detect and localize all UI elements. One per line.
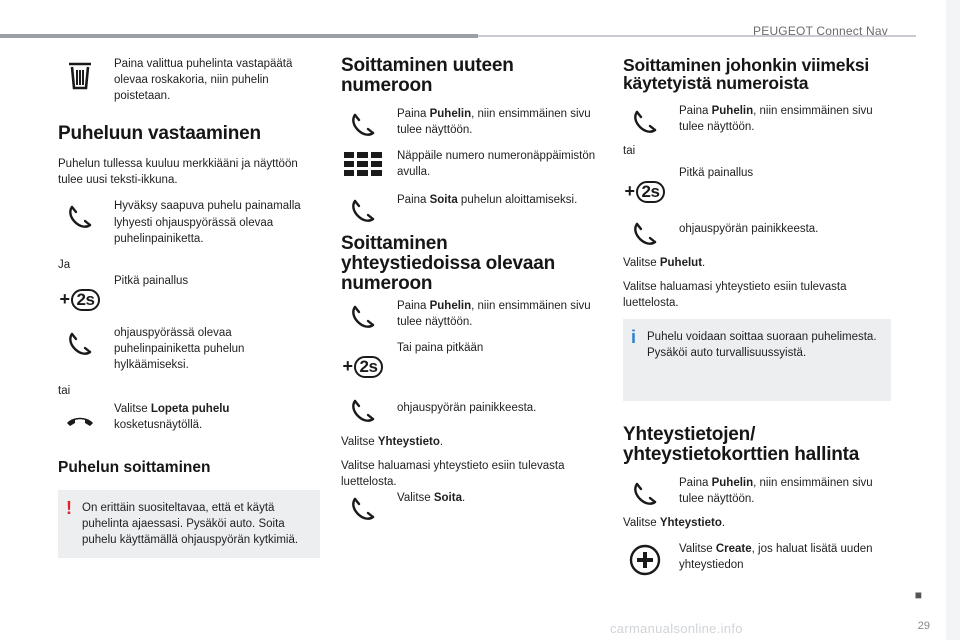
press-phone-text-2: Paina Puhelin, niin ensimmäinen sivu tulee näyttöön. [397, 299, 591, 328]
wheel-text-3: ohjauspyörän painikkeesta. [679, 222, 819, 235]
hangup-instruction [58, 401, 320, 437]
trash-instruction [58, 56, 320, 104]
contacts-title: Soittaminen yhteystiedoissa olevaan numeroon [341, 232, 556, 294]
wheel-instruction [341, 392, 599, 428]
tai-long-text: Tai paina pitkään [397, 341, 484, 354]
soita-text: Paina Soita puhelun aloittamiseksi. [397, 193, 578, 206]
info-box [623, 319, 891, 401]
ja-label: Ja [58, 258, 71, 271]
long-press-2s-icon: + 2s [625, 175, 665, 209]
warning-text: On erittäin suositeltavaa, että et käytä puhelinta ajaessasi. Pysäköi auto. Soita puhelu käyttämällä ohjauspyörän kytkimiä. [82, 502, 299, 547]
phone-icon [625, 477, 665, 511]
manage-title: Yhteystietojen/ yhteystietokorttien hallinta [623, 424, 860, 466]
add-circle-icon [625, 543, 665, 577]
long-press-instruction-2 [341, 340, 599, 386]
phone-icon [625, 105, 665, 139]
call-title: Puhelun soittaminen [58, 459, 211, 477]
wheel-text: ohjauspyörän painikkeesta. [397, 401, 537, 414]
long-press-text-3: Pitkä painallus [679, 166, 754, 179]
column-1 [58, 56, 320, 558]
press-phone-text-3: Paina Puhelin, niin ensimmäinen sivu tulee näyttöön. [679, 104, 873, 133]
wheel-instruction-3 [623, 215, 891, 251]
press-phone-instruction-3 [623, 103, 891, 139]
phone-icon [343, 108, 383, 142]
select-calls: Valitse Puhelut. [623, 256, 706, 269]
long-press-instruction-3 [623, 165, 891, 211]
keypad-text: Näppäile numero numeronäppäimistön avulla. [397, 149, 596, 178]
recent-title: Soittaminen johonkin viimeksi käytetyistä numeroista [623, 55, 870, 94]
phone-icon [343, 394, 383, 428]
select-contact-3: Valitse Yhteystieto. [623, 517, 726, 529]
trash-icon [60, 58, 100, 92]
reject-text: ohjauspyörässä olevaa puhelinpainiketta puhelun hylkäämiseksi. [114, 326, 245, 371]
tai-label-3: tai [623, 144, 636, 157]
press-phone-text-4: Paina Puhelin, niin ensimmäinen sivu tulee näyttöön. [679, 477, 873, 506]
tai-label: tai [58, 385, 71, 398]
phone-icon [343, 300, 383, 334]
phone-icon [343, 194, 383, 228]
brand-header: PEUGEOT Connect Nav [753, 24, 888, 38]
accept-instruction [58, 198, 320, 246]
column-3 [623, 56, 891, 577]
new-number-title: Soittaminen uuteen numeroon [341, 55, 514, 96]
press-phone-instruction-4 [623, 475, 891, 511]
keypad-icon [343, 150, 383, 184]
accept-text: Hyväksy saapuva puhelu painamalla lyhyesti ohjauspyörässä olevaa puhelinpainiketta. [114, 200, 301, 245]
hangup-text: Valitse Lopeta puhelu kosketusnäytöllä. [114, 403, 230, 432]
create-instruction [623, 541, 891, 577]
reject-instruction [58, 325, 320, 373]
answer-intro: Puhelun tullessa kuuluu merkkiääni ja näyttöön tulee uusi teksti-ikkuna. [58, 158, 298, 187]
page-number: 29 [917, 620, 930, 632]
warning-box [58, 490, 320, 558]
choose-contact: Valitse haluamasi yhteystieto esiin tulevasta luettelosta. [341, 459, 565, 488]
trash-text: Paina valittua puhelinta vastapäätä olevaa roskakoria, niin puhelin poistetaan. [114, 58, 293, 103]
side-strip [946, 0, 960, 640]
soita-instruction [341, 192, 599, 228]
create-text: Valitse Create, jos haluat lisätä uuden yhteystiedon [679, 543, 873, 572]
column-2 [341, 56, 599, 526]
choose-contact-3: Valitse haluamasi yhteystieto esiin tulevasta luettelosta. [623, 280, 847, 310]
press-phone-instruction-2 [341, 298, 599, 334]
answer-title: Puheluun vastaaminen [58, 123, 261, 145]
phone-icon [625, 217, 665, 251]
long-press-instruction [58, 273, 320, 319]
soita-text-2: Valitse Soita. [397, 491, 466, 504]
select-contact: Valitse Yhteystieto. [341, 435, 444, 448]
press-phone-instruction [341, 106, 599, 142]
warning-icon: ! [66, 498, 72, 519]
keypad-instruction [341, 148, 599, 184]
phone-icon [60, 327, 100, 361]
page-marker: ■ [914, 588, 922, 602]
soita-instruction-2 [341, 490, 599, 526]
long-press-text: Pitkä painallus [114, 274, 189, 287]
phone-icon [343, 492, 383, 526]
info-text: Puhelu voidaan soittaa suoraan puhelimesta. Pysäköi auto turvallisuussyistä. [647, 331, 877, 360]
header-rule [0, 34, 478, 38]
long-press-2s-icon: + 2s [60, 283, 100, 317]
info-icon: i [631, 327, 637, 348]
hangup-icon [60, 403, 100, 437]
long-press-2s-icon: + 2s [343, 350, 383, 384]
watermark: carmanualsonline.info [610, 621, 743, 636]
press-phone-text: Paina Puhelin, niin ensimmäinen sivu tulee näyttöön. [397, 107, 591, 136]
phone-icon [60, 200, 100, 234]
